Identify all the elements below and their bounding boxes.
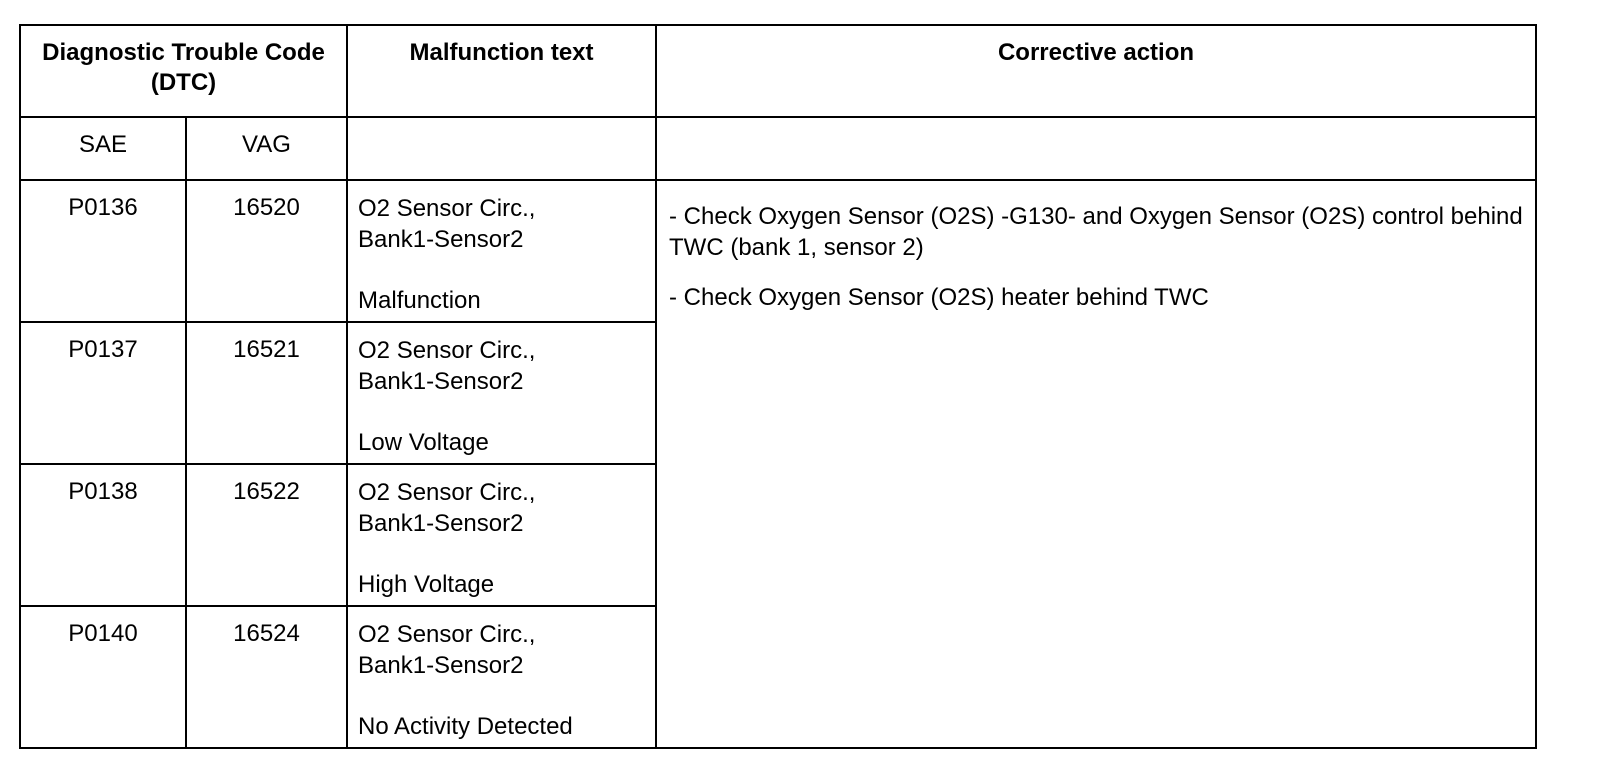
symptom-line-1: O2 Sensor Circ.,	[358, 621, 536, 648]
malfunction-text	[347, 322, 656, 464]
table-row	[20, 180, 1536, 322]
header-row	[20, 25, 1536, 117]
subheader-empty-cell	[656, 117, 1536, 180]
header-malfunction-text: Malfunction text	[347, 25, 656, 117]
condition-text: Malfunction	[358, 287, 481, 314]
vag-code: 16524	[186, 606, 347, 748]
vag-code: 16521	[186, 322, 347, 464]
symptom-line-2: Bank1-Sensor2	[358, 368, 524, 395]
condition-text: Low Voltage	[358, 429, 489, 456]
condition-text: High Voltage	[358, 571, 495, 598]
header-vag: VAG	[186, 117, 347, 180]
malfunction-text	[347, 180, 656, 322]
symptom-line-2: Bank1-Sensor2	[358, 510, 524, 537]
symptom-line-1: O2 Sensor Circ.,	[358, 479, 536, 506]
symptom-line-1: O2 Sensor Circ.,	[358, 195, 536, 222]
subheader-row	[20, 117, 1536, 180]
corrective-action-cell	[656, 180, 1536, 748]
header-sae: SAE	[20, 117, 186, 180]
subheader-empty-cell	[347, 117, 656, 180]
vag-code: 16522	[186, 464, 347, 606]
malfunction-text	[347, 606, 656, 748]
header-dtc: Diagnostic Trouble Code (DTC)	[20, 25, 347, 117]
symptom-line-2: Bank1-Sensor2	[358, 652, 524, 679]
sae-code: P0137	[20, 322, 186, 464]
sae-code: P0136	[20, 180, 186, 322]
header-corrective-action: Corrective action	[656, 25, 1536, 117]
corrective-action-item: - Check Oxygen Sensor (O2S) heater behind TWC	[669, 284, 1209, 311]
sae-code: P0140	[20, 606, 186, 748]
condition-text: No Activity Detected	[358, 713, 573, 740]
symptom-line-1: O2 Sensor Circ.,	[358, 337, 536, 364]
malfunction-text	[347, 464, 656, 606]
symptom-line-2: Bank1-Sensor2	[358, 226, 524, 253]
dtc-table	[19, 24, 1537, 749]
sae-code: P0138	[20, 464, 186, 606]
corrective-action-item: - Check Oxygen Sensor (O2S) -G130- and Oxygen Sensor (O2S) control behind TWC (bank 1, sensor 2)	[669, 203, 1523, 261]
vag-code: 16520	[186, 180, 347, 322]
